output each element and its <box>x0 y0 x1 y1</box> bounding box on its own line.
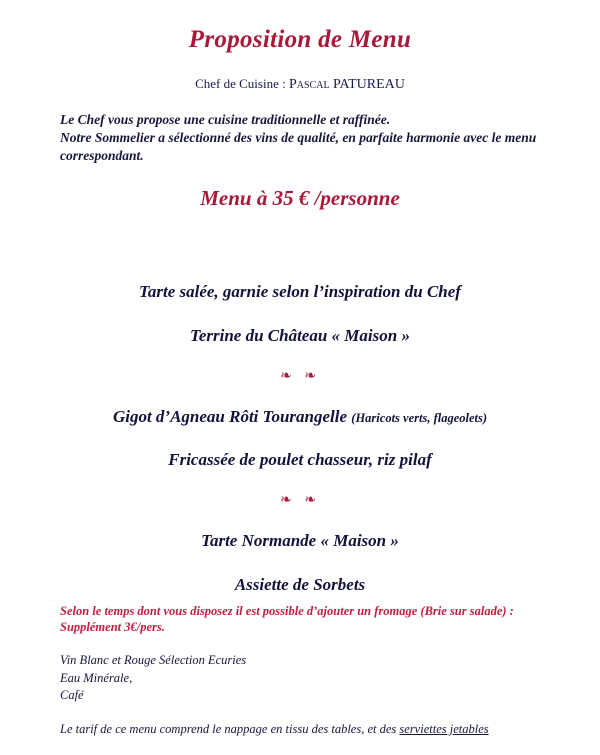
menu-document <box>0 26 600 755</box>
courses-section <box>22 281 578 595</box>
page-title: Proposition de Menu <box>188 26 412 53</box>
tarif-underlined: serviettes jetables <box>399 722 489 736</box>
dish-detail: (Haricots verts, flageolets) <box>351 410 488 425</box>
supplement-line-1: Selon le temps dont vous disposez il est possible d’ajouter un fromage (Brie sur salade) : <box>60 603 514 618</box>
price-heading: Menu à 35 € /personne <box>200 186 400 211</box>
tarif-prefix: Le tarif de ce menu comprend le nappage en tissu des tables, et des <box>60 722 400 736</box>
drinks-item: Vin Blanc et Rouge Sélection Ecuries <box>60 653 247 668</box>
intro-line-3: correspondant. <box>60 147 144 163</box>
footer-section <box>60 603 560 738</box>
dish-item <box>22 574 578 595</box>
dish-item <box>22 530 578 551</box>
dish-name: Fricassée de poulet chasseur, riz pilaf <box>168 450 432 470</box>
drinks-list <box>60 652 560 704</box>
dish-item <box>22 406 578 427</box>
dish-item <box>22 325 578 346</box>
supplement-note <box>60 603 560 637</box>
drinks-item: Eau Minérale, <box>60 670 133 685</box>
intro-line-1: Le Chef vous propose une cuisine traditionnelle et raffinée. <box>60 112 391 127</box>
intro-line-2: Notre Sommelier a sélectionné des vins de qualité, en parfaite harmonie avec le menu <box>60 129 537 145</box>
dish-name: Assiette de Sorbets <box>234 574 366 594</box>
dish-name: Gigot d’Agneau Rôti Tourangelle <box>112 406 348 426</box>
ornament-separator: ❧ ❧ <box>280 492 320 509</box>
chef-label: Chef de Cuisine : <box>195 76 289 91</box>
tarif-note <box>60 722 560 737</box>
intro-block <box>22 111 578 164</box>
dish-name: Tarte Normande « Maison » <box>201 531 399 551</box>
dish-item <box>22 281 578 302</box>
dish-item <box>22 449 578 470</box>
drinks-item: Café <box>60 687 84 702</box>
ornament-separator: ❧ ❧ <box>280 367 320 384</box>
supplement-line-2: Supplément 3€/pers. <box>60 620 165 635</box>
dish-name: Terrine du Château « Maison » <box>190 325 410 345</box>
chef-line <box>22 76 578 93</box>
chef-name: Pascal PATUREAU <box>288 77 405 92</box>
dish-name: Tarte salée, garnie selon l’inspiration du Chef <box>139 282 461 302</box>
